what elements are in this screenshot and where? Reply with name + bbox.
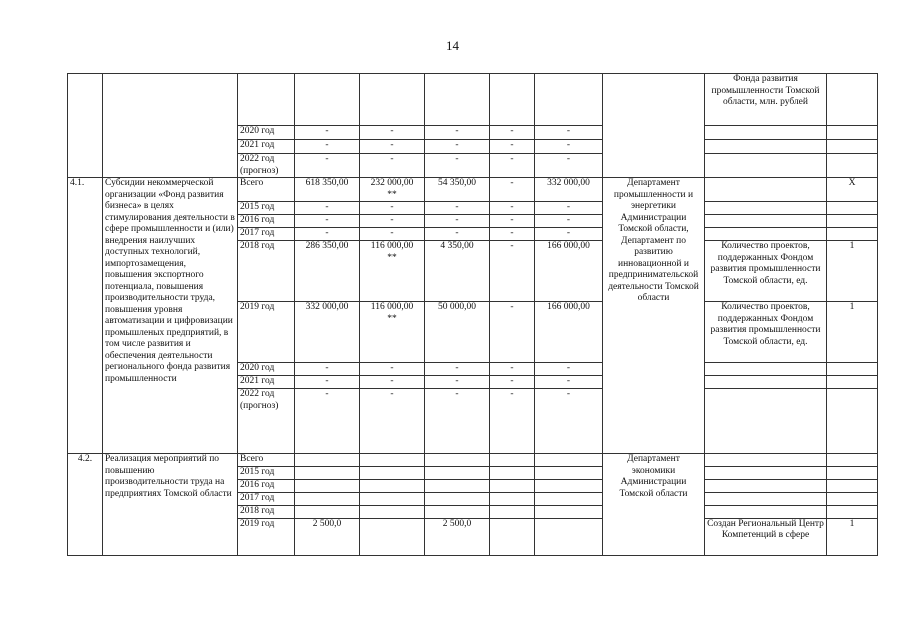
value-1-amount: 116 000,00 xyxy=(370,241,414,251)
value-1-amount: - xyxy=(390,363,394,373)
item-name: Субсидии некоммерческой организации «Фонд развития бизнеса» в целях стимулирования деятельности в сфере промышленности и (или) внедрения наилучших доступных технологий, импортозамещения, повышения экспортного потенциала, повышения производительности труда, повышения уровня автоматизации и цифровизации промышленых предприятий, в том числе развития и обеспечения деятельности регионального фонда развития промышленности xyxy=(103,178,238,454)
value-cell-1 xyxy=(360,363,425,376)
value-cell-3: - xyxy=(490,154,535,178)
value-cell-3: - xyxy=(490,202,535,215)
name-cell xyxy=(103,74,238,178)
value-cell-4 xyxy=(535,492,603,505)
value-cell-3: - xyxy=(490,363,535,376)
value-cell-1 xyxy=(360,454,425,467)
value-1-amount: - xyxy=(390,228,394,238)
value-cell-2: - xyxy=(425,389,490,454)
total-value: - xyxy=(295,215,360,228)
indicator-value: 1 xyxy=(827,302,878,363)
year-cell: 2020 год xyxy=(238,126,295,140)
year-cell: 2015 год xyxy=(238,202,295,215)
value-cell-3: - xyxy=(490,215,535,228)
indicator-value xyxy=(827,154,878,178)
value-cell-3: - xyxy=(490,241,535,302)
indicator-text: Количество проектов, поддержанных Фондом развития промышленности Томской области, ед. xyxy=(705,302,827,363)
empty-cell xyxy=(535,74,603,126)
item-number: 4.2. xyxy=(68,454,103,556)
value-cell-1 xyxy=(360,518,425,555)
indicator-text xyxy=(705,154,827,178)
value-1-amount: - xyxy=(390,154,394,164)
value-cell-1 xyxy=(360,302,425,363)
indicator-text xyxy=(705,215,827,228)
value-cell-3 xyxy=(490,518,535,555)
value-cell-2: - xyxy=(425,376,490,389)
value-cell-1 xyxy=(360,479,425,492)
year-cell: 2015 год xyxy=(238,466,295,479)
table-row xyxy=(68,454,878,467)
value-1-amount: - xyxy=(390,202,394,212)
item-name: Реализация мероприятий по повышению производительности труда на предприятиях Томской области xyxy=(103,454,238,556)
total-value: - xyxy=(295,376,360,389)
indicator-value: 1 xyxy=(827,518,878,555)
value-cell-2 xyxy=(425,466,490,479)
value-cell-4: - xyxy=(535,202,603,215)
year-cell: 2019 год xyxy=(238,302,295,363)
page-number: 14 xyxy=(446,38,459,53)
executor-text: Департамент промышленности и энергетики Администрации Томской области, Департамент по развитию инновационной и предпринимательской деятельности Томской области xyxy=(603,178,705,454)
value-cell-3: - xyxy=(490,376,535,389)
value-cell-2 xyxy=(425,454,490,467)
total-value xyxy=(295,466,360,479)
value-cell-4: - xyxy=(535,215,603,228)
year-cell: 2017 год xyxy=(238,228,295,241)
program-table xyxy=(67,73,878,556)
value-cell-2: - xyxy=(425,228,490,241)
value-cell-3 xyxy=(490,492,535,505)
year-cell: Всего xyxy=(238,454,295,467)
indicator-value xyxy=(827,215,878,228)
value-cell-1 xyxy=(360,154,425,178)
value-1-amount: 116 000,00 xyxy=(370,302,414,312)
value-cell-3: - xyxy=(490,140,535,154)
value-cell-4: 332 000,00 xyxy=(535,178,603,202)
footnote-mark: ** xyxy=(387,252,397,263)
value-cell-2: - xyxy=(425,202,490,215)
value-cell-1 xyxy=(360,140,425,154)
value-cell-1 xyxy=(360,466,425,479)
footnote-mark: ** xyxy=(387,313,397,324)
value-cell-2: - xyxy=(425,126,490,140)
year-cell: Всего xyxy=(238,178,295,202)
num-cell xyxy=(68,74,103,178)
year-cell: 2022 год (прогноз) xyxy=(238,389,295,454)
value-cell-2: - xyxy=(425,140,490,154)
value-cell-4 xyxy=(535,466,603,479)
value-cell-1 xyxy=(360,376,425,389)
value-cell-1 xyxy=(360,202,425,215)
value-cell-4: - xyxy=(535,140,603,154)
total-value xyxy=(295,454,360,467)
value-1-amount: 232 000,00 xyxy=(370,178,414,188)
value-cell-4: - xyxy=(535,363,603,376)
total-value: 286 350,00 xyxy=(295,241,360,302)
total-value: - xyxy=(295,363,360,376)
total-value: 618 350,00 xyxy=(295,178,360,202)
year-cell: 2021 год xyxy=(238,140,295,154)
value-cell-2: 54 350,00 xyxy=(425,178,490,202)
indicator-value xyxy=(827,140,878,154)
empty-cell xyxy=(490,74,535,126)
indicator-text xyxy=(705,492,827,505)
indicator-value xyxy=(827,228,878,241)
year-cell: 2018 год xyxy=(238,505,295,518)
value-1-amount: - xyxy=(390,389,394,399)
value-cell-2 xyxy=(425,505,490,518)
year-cell: 2016 год xyxy=(238,479,295,492)
value-cell-4 xyxy=(535,479,603,492)
value-1-amount: - xyxy=(390,126,394,136)
year-cell: 2017 год xyxy=(238,492,295,505)
value-cell-2: - xyxy=(425,154,490,178)
year-cell: 2021 год xyxy=(238,376,295,389)
value-cell-4 xyxy=(535,454,603,467)
empty-cell xyxy=(360,74,425,126)
value-cell-4: - xyxy=(535,228,603,241)
value-cell-1 xyxy=(360,215,425,228)
indicator-value: 1 xyxy=(827,241,878,302)
value-cell-1 xyxy=(360,126,425,140)
value-1-amount: - xyxy=(390,140,394,150)
value-cell-3 xyxy=(490,466,535,479)
value-cell-2 xyxy=(425,479,490,492)
indicator-text xyxy=(705,202,827,215)
total-value xyxy=(295,505,360,518)
table-row xyxy=(68,74,878,126)
value-cell-2: 50 000,00 xyxy=(425,302,490,363)
indicator-text xyxy=(705,363,827,376)
total-value: 2 500,0 xyxy=(295,518,360,555)
indicator-value xyxy=(827,389,878,454)
value-cell-4: - xyxy=(535,389,603,454)
indicator-text xyxy=(705,505,827,518)
value-1-amount: - xyxy=(390,376,394,386)
year-cell: 2018 год xyxy=(238,241,295,302)
value-cell-3 xyxy=(490,505,535,518)
indicator-text xyxy=(705,178,827,202)
indicator-value xyxy=(827,376,878,389)
year-cell: 2022 год (прогноз) xyxy=(238,154,295,178)
indicator-text xyxy=(705,126,827,140)
value-cell-1 xyxy=(360,228,425,241)
value-cell-2 xyxy=(425,492,490,505)
value-cell-3: - xyxy=(490,302,535,363)
value-cell-1 xyxy=(360,178,425,202)
value-cell-1 xyxy=(360,505,425,518)
value-cell-4 xyxy=(535,505,603,518)
value-cell-3 xyxy=(490,479,535,492)
value-cell-3: - xyxy=(490,126,535,140)
indicator-text xyxy=(705,389,827,454)
indicator-value xyxy=(827,479,878,492)
item-number: 4.1. xyxy=(68,178,103,454)
year-cell: 2016 год xyxy=(238,215,295,228)
indicator-value xyxy=(827,363,878,376)
year-cell: 2020 год xyxy=(238,363,295,376)
executor-cell xyxy=(603,74,705,178)
value-cell-2: - xyxy=(425,215,490,228)
value-cell-1 xyxy=(360,492,425,505)
indicator-value xyxy=(827,466,878,479)
value-cell-4 xyxy=(535,518,603,555)
indicator-value xyxy=(827,492,878,505)
footnote-mark: ** xyxy=(387,189,397,200)
value-cell-4: 166 000,00 xyxy=(535,302,603,363)
value-cell-2: 4 350,00 xyxy=(425,241,490,302)
total-value xyxy=(295,492,360,505)
indicator-text: Фонда развития промышленности Томской области, млн. рублей xyxy=(705,74,827,126)
value-cell-2: 2 500,0 xyxy=(425,518,490,555)
indicator-text xyxy=(705,479,827,492)
total-value: - xyxy=(295,228,360,241)
empty-cell xyxy=(238,74,295,126)
indicator-value: Х xyxy=(827,178,878,202)
value-cell-4: 166 000,00 xyxy=(535,241,603,302)
indicator-text: Количество проектов, поддержанных Фондом развития промышленности Томской области, ед. xyxy=(705,241,827,302)
value-cell-4: - xyxy=(535,376,603,389)
total-value xyxy=(295,479,360,492)
indicator-value xyxy=(827,505,878,518)
value-cell-1 xyxy=(360,389,425,454)
total-value: - xyxy=(295,202,360,215)
indicator-text xyxy=(705,228,827,241)
empty-cell xyxy=(295,74,360,126)
value-cell-2: - xyxy=(425,363,490,376)
empty-cell xyxy=(425,74,490,126)
indicator-value xyxy=(827,202,878,215)
total-value: - xyxy=(295,154,360,178)
total-value: 332 000,00 xyxy=(295,302,360,363)
indicator-text: Создан Региональный Центр Компетенций в сфере xyxy=(705,518,827,555)
table-body xyxy=(68,74,878,556)
indicator-value xyxy=(827,454,878,467)
value-cell-4: - xyxy=(535,126,603,140)
indicator-value xyxy=(827,74,878,126)
value-1-amount: - xyxy=(390,215,394,225)
indicator-text xyxy=(705,466,827,479)
value-cell-3: - xyxy=(490,178,535,202)
value-cell-4: - xyxy=(535,154,603,178)
indicator-text xyxy=(705,376,827,389)
value-cell-3: - xyxy=(490,389,535,454)
indicator-value xyxy=(827,126,878,140)
year-cell: 2019 год xyxy=(238,518,295,555)
total-value: - xyxy=(295,140,360,154)
executor-text: Департамент экономики Администрации Томской области xyxy=(603,454,705,556)
table-row xyxy=(68,178,878,202)
indicator-text xyxy=(705,140,827,154)
indicator-text xyxy=(705,454,827,467)
total-value: - xyxy=(295,126,360,140)
value-cell-3 xyxy=(490,454,535,467)
value-cell-3: - xyxy=(490,228,535,241)
value-cell-1 xyxy=(360,241,425,302)
total-value: - xyxy=(295,389,360,454)
